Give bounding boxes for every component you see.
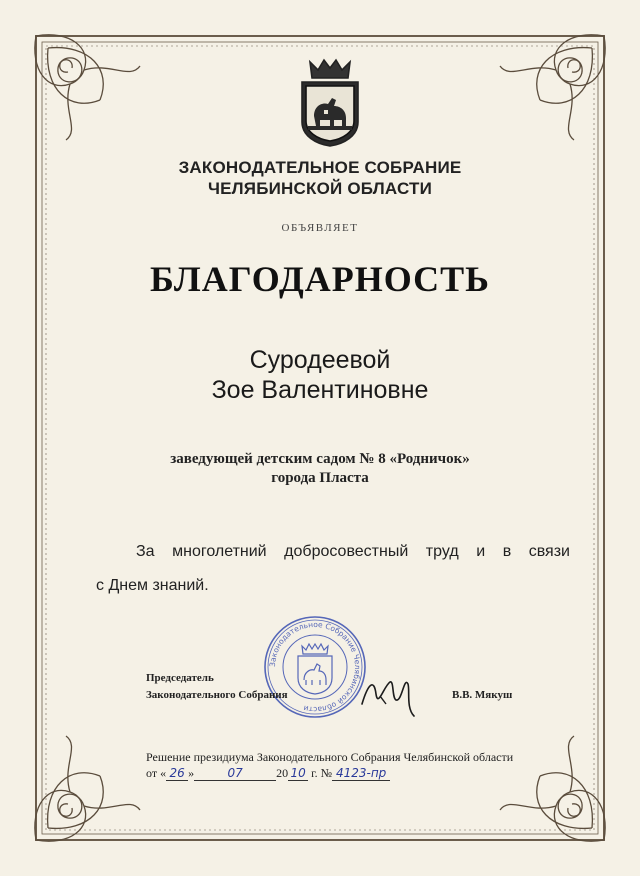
recipient-position: заведующей детским садом № 8 «Родничок»	[170, 451, 470, 467]
date-mid: »	[188, 766, 195, 780]
decision-date-line	[146, 766, 390, 781]
signer-title-line-2: Законодательного Собрания	[146, 689, 288, 701]
handwritten-signature	[356, 664, 422, 720]
year-prefix: 20	[276, 766, 289, 780]
official-seal-icon	[262, 614, 368, 720]
announces-label: ОБЪЯВЛЯЕТ	[281, 222, 359, 234]
date-prefix: от «	[146, 766, 167, 780]
decision-month: 07	[194, 766, 276, 781]
decision-day: 26	[166, 766, 188, 781]
number-prefix: г. №	[311, 766, 333, 780]
decision-year: 10	[288, 766, 308, 781]
coat-of-arms-icon	[288, 56, 372, 148]
decision-text: Решение президиума Законодательного Собрания Челябинской области	[146, 750, 514, 764]
seal-ring-text: Законодательное Собрание Челябинской области	[267, 619, 363, 715]
award-reason-line-2: с Днем знаний.	[96, 577, 209, 594]
decision-number: 4123-пр	[332, 766, 390, 781]
certificate-title: БЛАГОДАРНОСТЬ	[150, 259, 490, 299]
recipient-given-names: Зое Валентиновне	[211, 376, 429, 404]
signer-name: В.В. Мякуш	[452, 689, 513, 701]
organization-line-1: ЗАКОНОДАТЕЛЬНОЕ СОБРАНИЕ	[178, 158, 462, 177]
recipient-surname: Суродеевой	[249, 346, 391, 374]
signer-title-line-1: Председатель	[146, 672, 214, 684]
organization-line-2: ЧЕЛЯБИНСКОЙ ОБЛАСТИ	[207, 179, 433, 198]
recipient-city: города Пласта	[271, 470, 369, 486]
award-reason-line-1: За многолетний добросовестный труд и в связи	[136, 543, 570, 560]
